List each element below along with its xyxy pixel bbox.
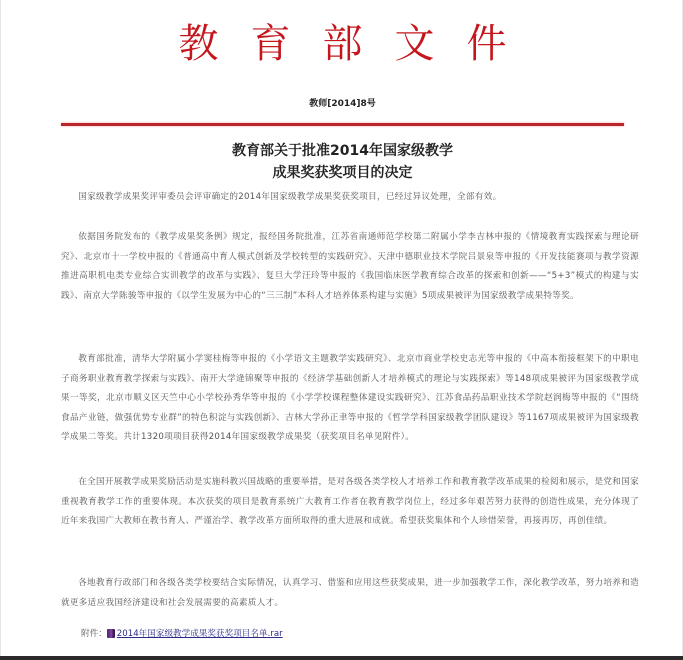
attachment-link[interactable]: 2014年国家级教学成果奖获奖项目名单.rar bbox=[116, 629, 283, 639]
red-divider-rule bbox=[61, 123, 624, 126]
document-title bbox=[1, 140, 683, 184]
title-line-2: 成果奖获奖项目的决定 bbox=[272, 165, 413, 181]
attachment-label: 附件： bbox=[81, 629, 107, 639]
document-number: 教师[2014]8号 bbox=[309, 99, 376, 109]
attachment-row bbox=[81, 627, 283, 639]
paragraph-intro: 国家级教学成果奖评审委员会评审确定的2014年国家级教学成果奖获奖项目，已经过异议处理，全部有效。 bbox=[78, 192, 502, 202]
title-line-1: 教育部关于批准2014年国家级教学 bbox=[232, 143, 453, 159]
paragraph-call-to-action: 各地教育行政部门和各级各类学校要结合实际情况，认真学习、借鉴和应用这些获奖成果，进一步加强教学工作，深化教学改革，努力培养和造就更多适应我国经济建设和社会发展需要的高素质人才。 bbox=[61, 578, 639, 608]
paragraph-special-prize: 依据国务院发布的《教学成果奖条例》规定，报经国务院批准，江苏省南通师范学校第二附属小学李吉林申报的《情境教育实践探索与理论研究》、北京市十一学校申报的《普通高中育人模式创新及学校转型的实践研究》、天津中德职业技术学院吕景泉等申报的《开发技能赛项与教学资源 推进高职机电类专业综合实训教学的改革与实践》、复旦大学汪玲等申报的《我国临床医学教育综合改革的探索和创新——“5+3”模式的构建与实践》、南京大学陈骏等申报的《以学生发展为中心的“三三制”本科人才培养体系构建与实施》5项成果被评为国家级教学成果特等奖。 bbox=[61, 232, 639, 301]
bottom-border-bar bbox=[0, 656, 683, 660]
paragraph-first-second-prize: 教育部批准，清华大学附属小学窦桂梅等申报的《小学语文主题教学实践研究》、北京市商业学校史志光等申报的《中高本衔接框架下的中职电子商务职业教育教学探索与实践》、南开大学逄锦聚等申报的《经济学基础创新人才培养模式的理论与实践探索》等148项成果被评为国家级教学成果一等奖，北京市顺义区天竺中心小学校孙秀华等申报的《小学学校课程整体建设实践研究》、江苏食品药品职业技术学院赵润梅等申报的《“围绕食品产业链，做强优势专业群”的特色积淀与实践创新》、吉林大学孙正聿等申报的《哲学学科国家级教学团队建设》等1167项成果被评为国家级教学成果二等奖。共计1320项项目获得2014年国家级教学成果奖（获奖项目名单见附件）。 bbox=[61, 354, 639, 442]
paragraph-significance: 在全国开展教学成果奖励活动是实施科教兴国战略的重要举措，是对各级各类学校人才培养工作和教育教学改革成果的检阅和展示，是党和国家重视教育教学工作的重要体现。本次获奖的项目是教育系统广大教育工作者在教育教学岗位上，经过多年艰苦努力获得的创造性成果，充分体现了近年来我国广大教师在教书育人、严谨治学、教学改革方面所取得的重大进展和成就。希望获奖集体和个人珍惜荣誉，再接再厉，再创佳绩。 bbox=[61, 477, 639, 526]
masthead-title: 教育部文件 bbox=[178, 21, 539, 67]
rar-archive-icon[interactable] bbox=[107, 629, 115, 638]
